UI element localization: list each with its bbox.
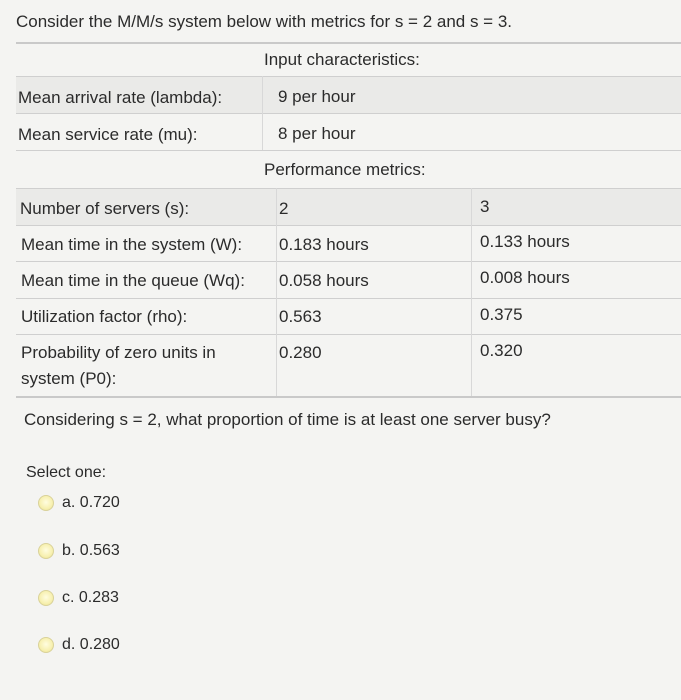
table-divider — [16, 76, 681, 77]
table-divider — [16, 188, 681, 189]
input-header: Input characteristics: — [264, 50, 420, 69]
answer-option-d[interactable] — [38, 636, 120, 654]
performance-header: Performance metrics: — [264, 160, 426, 179]
select-one-label: Select one: — [26, 464, 107, 481]
table-divider — [16, 113, 681, 114]
input-label-lambda: Mean arrival rate (lambda): — [18, 88, 223, 107]
radio-button[interactable] — [38, 543, 54, 559]
metric-s3-servers: 3 — [480, 197, 490, 216]
metric-s3-p0: 0.320 — [480, 341, 523, 360]
radio-button[interactable] — [38, 590, 54, 606]
table-divider — [16, 42, 681, 44]
metric-s2-rho: 0.563 — [279, 307, 322, 326]
metric-s3-w: 0.133 hours — [480, 232, 570, 251]
table-divider — [16, 225, 681, 226]
table-divider — [16, 334, 681, 335]
metric-s3-wq: 0.008 hours — [480, 268, 570, 287]
column-divider — [471, 188, 472, 396]
input-value-lambda: 9 per hour — [278, 87, 356, 106]
table-divider — [16, 150, 681, 151]
answer-option-c[interactable] — [38, 589, 119, 607]
metric-label-p0-line1: Probability of zero units in — [21, 343, 216, 362]
option-label: c. 0.283 — [62, 589, 119, 606]
radio-button[interactable] — [38, 495, 54, 511]
metric-s3-rho: 0.375 — [480, 305, 523, 324]
table-divider — [16, 261, 681, 262]
metric-s2-wq: 0.058 hours — [279, 271, 369, 290]
option-label: d. 0.280 — [62, 636, 120, 653]
metric-s2-w: 0.183 hours — [279, 235, 369, 254]
option-label: b. 0.563 — [62, 542, 120, 559]
input-label-mu: Mean service rate (mu): — [18, 125, 198, 144]
question-prompt: Considering s = 2, what proportion of time is at least one server busy? — [24, 410, 551, 429]
table-divider — [16, 298, 681, 299]
answer-option-a[interactable] — [38, 494, 120, 512]
option-label: a. 0.720 — [62, 494, 120, 511]
column-divider — [262, 76, 263, 150]
answer-option-b[interactable] — [38, 542, 120, 560]
radio-button[interactable] — [38, 637, 54, 653]
metric-s2-p0: 0.280 — [279, 343, 322, 362]
metric-label-rho: Utilization factor (rho): — [21, 307, 188, 326]
metric-s2-servers: 2 — [279, 199, 289, 218]
input-value-mu: 8 per hour — [278, 124, 356, 143]
metric-label-servers: Number of servers (s): — [20, 199, 190, 218]
metric-label-w: Mean time in the system (W): — [21, 235, 243, 254]
metric-label-p0-line2: system (P0): — [21, 369, 117, 388]
metric-label-wq: Mean time in the queue (Wq): — [21, 271, 245, 290]
question-intro: Consider the M/M/s system below with metrics for s = 2 and s = 3. — [16, 12, 513, 31]
table-divider — [16, 396, 681, 398]
column-divider — [276, 188, 277, 396]
